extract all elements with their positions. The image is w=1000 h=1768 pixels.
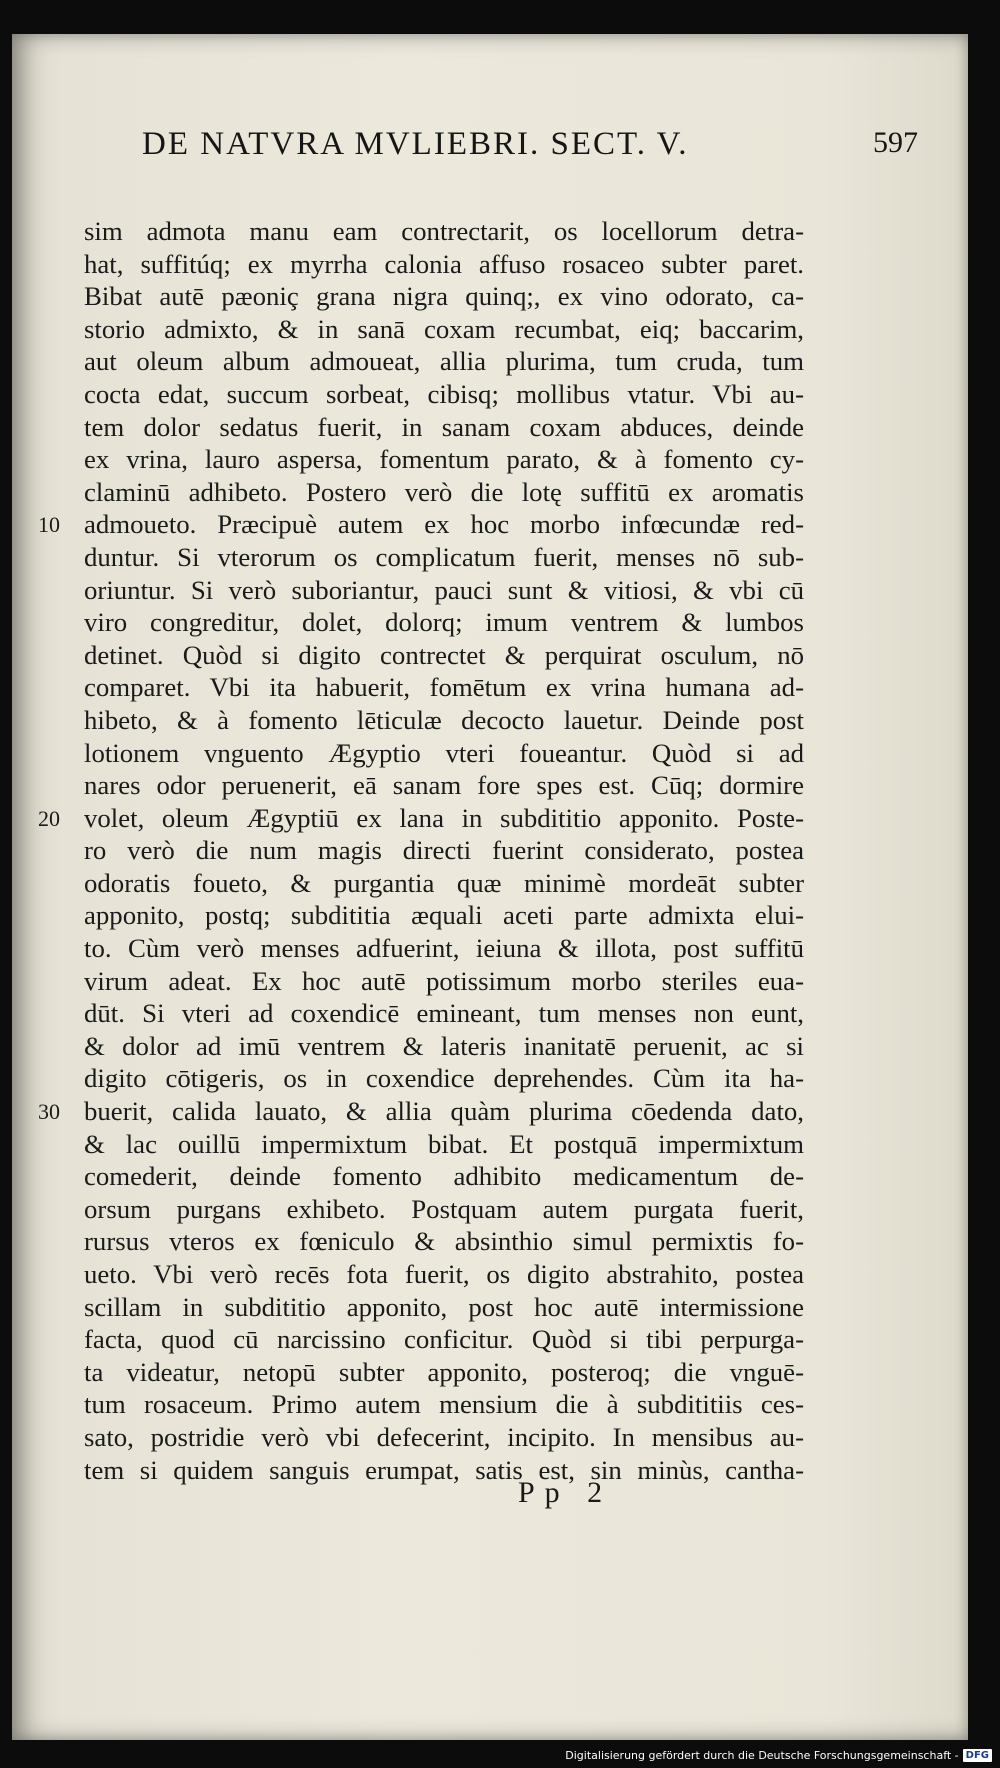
text-line: lotionem vnguento Ægyptio vteri foueantur. Quòd si ad (84, 737, 804, 768)
text-line: digito cōtigeris, os in coxendice deprehendes. Cùm ita ha- (84, 1063, 804, 1094)
page-number: 597 (873, 126, 918, 159)
text-line: viro congreditur, dolet, dolorq; imum ventrem & lumbos (84, 607, 804, 638)
text-line: rursus vteros ex fœniculo & absinthio simul permixtis fo- (84, 1226, 804, 1257)
text-line: virum adeat. Ex hoc autē potissimum morbo steriles eua- (84, 965, 804, 996)
text-line: tum rosaceum. Primo autem mensium die à subdititiis ces- (84, 1389, 804, 1420)
text-line: volet, oleum Ægyptiū ex lana in subdititio apponito. Poste- (84, 802, 804, 833)
text-line: storio admixto, & in sanā coxam recumbat, eiq; baccarim, (84, 313, 804, 344)
margin-line-number: 30 (38, 1099, 60, 1125)
margin-line-number: 20 (38, 805, 60, 831)
text-line: sim admota manu eam contrectarit, os locellorum detra- (84, 216, 804, 246)
text-line: to. Cùm verò menses adfuerint, ieiuna & illota, post suffitū (84, 933, 804, 964)
text-line: duntur. Si vterorum os complicatum fuerit, menses nō sub- (84, 541, 804, 572)
dfg-logo: DFG (963, 1749, 992, 1762)
text-line: comederit, deinde fomento adhibito medicamentum de- (84, 1161, 804, 1192)
text-line: Bibat autē pæoniç grana nigra quinq;, ex vino odorato, ca- (84, 281, 804, 312)
text-line: ueto. Vbi verò recēs fota fuerit, os digito abstrahito, postea (84, 1259, 804, 1289)
text-line: scillam in subdititio apponito, post hoc autē intermissione (84, 1291, 804, 1322)
text-line: ex vrina, lauro aspersa, fomentum parato, & à fomento cy- (84, 444, 804, 475)
text-line: cocta edat, succum sorbeat, cibisq; mollibus vtatur. Vbi au- (84, 378, 804, 409)
text-line: orsum purgans exhibeto. Postquam autem purgata fuerit, (84, 1193, 804, 1224)
running-title: DE NATVRA MVLIEBRI. SECT. V. (142, 126, 689, 162)
text-line: hat, suffitúq; ex myrrha calonia affuso rosaceo subter paret. (84, 248, 804, 279)
text-line: odoratis foueto, & purgantia quæ minimè mordeāt subter (84, 867, 804, 898)
text-line: buerit, calida lauato, & allia quàm plurima cōedenda dato, (84, 1096, 804, 1127)
body-text (84, 215, 804, 1486)
text-line: & lac ouillū impermixtum bibat. Et postquā impermixtum (84, 1128, 804, 1159)
text-line: nares odor peruenerit, eā sanam fore spes est. Cūq; dormire (84, 770, 804, 801)
text-line: hibeto, & à fomento lēticulæ decocto lauetur. Deinde post (84, 704, 804, 735)
margin-line-number: 10 (38, 512, 60, 538)
text-line: tem si quidem sanguis erumpat, satis est, sin minùs, cantha- (84, 1454, 804, 1485)
text-line: detinet. Quòd si digito contrectet & perquirat osculum, nō (84, 639, 804, 670)
text-line: facta, quod cū narcissino conficitur. Quòd si tibi perpurga- (84, 1324, 804, 1355)
text-line: tem dolor sedatus fuerit, in sanam coxam abduces, deinde (84, 411, 804, 442)
book-page (12, 34, 968, 1740)
text-line: apponito, postq; subdititia æquali aceti parte admixta elui- (84, 900, 804, 931)
text-line: claminū adhibeto. Postero verò die lotę suffitū ex aromatis (84, 476, 804, 507)
credit-text: Digitalisierung gefördert durch die Deutsche Forschungsgemeinschaft - (565, 1749, 959, 1762)
text-line: ro verò die num magis directi fuerint considerato, postea (84, 835, 804, 866)
text-line: sato, postridie verò vbi defecerint, incipito. In mensibus au- (84, 1421, 804, 1452)
text-line: admoueto. Præcipuè autem ex hoc morbo infœcundæ red- (84, 509, 804, 540)
text-line: aut oleum album admoueat, allia plurima, tum cruda, tum (84, 346, 804, 377)
page-header (142, 126, 928, 166)
text-line: ta videatur, netopū subter apponito, posteroq; die vnguē- (84, 1356, 804, 1387)
signature-mark: Pp 2 (518, 1476, 613, 1509)
text-line: oriuntur. Si verò suboriantur, pauci sunt & vitiosi, & vbi cū (84, 574, 804, 605)
text-line: comparet. Vbi ita habuerit, fomētum ex vrina humana ad- (84, 672, 804, 703)
digitization-credit (565, 1749, 992, 1762)
text-line: & dolor ad imū ventrem & lateris inanitatē peruenit, ac si (84, 1030, 804, 1061)
text-line: dūt. Si vteri ad coxendicē emineant, tum menses non eunt, (84, 998, 804, 1029)
